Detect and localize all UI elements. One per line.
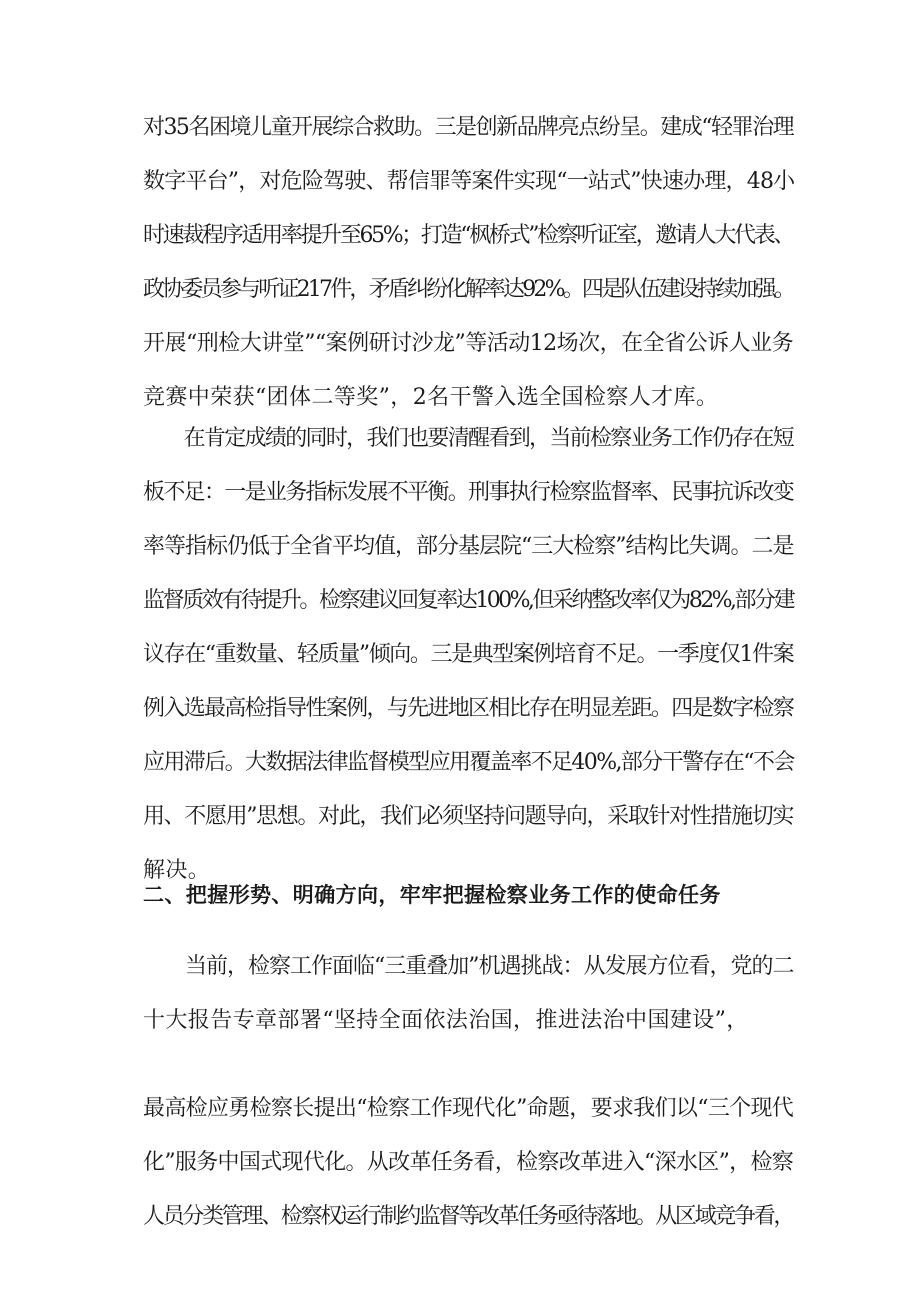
text-line: 在肯定成绩的同时，我们也要清醒看到，当前检察业务工作仍存在短 bbox=[143, 426, 793, 451]
text-line: 十大报告专章部署“坚持全面依法治国，推进法治中国建设”， bbox=[143, 1008, 749, 1033]
text-line: 竞赛中荣获“团体二等奖”，2名干警入选全国检察人才库。 bbox=[143, 385, 719, 410]
text-line: 监督质效有待提升。检察建议回复率达100%,但采纳整改率仅为82%,部分建 bbox=[143, 588, 793, 613]
text-line: 人员分类管理、检察权运行制约监督等改革任务亟待落地。从区域竞争看， bbox=[143, 1204, 793, 1229]
text-line: 化”服务中国式现代化。从改革任务看，检察改革进入“深水区”，检察 bbox=[143, 1150, 793, 1175]
section-heading bbox=[143, 868, 793, 922]
text-line: 率等指标仍低于全省平均值，部分基层院“三大检察”结构比失调。二是 bbox=[143, 534, 794, 559]
text-line: 应用滞后。大数据法律监督模型应用覆盖率不足40%,部分干警存在“不会 bbox=[143, 750, 794, 775]
text-line: 解决。 bbox=[143, 858, 211, 883]
paragraph-achievements bbox=[143, 101, 793, 425]
text-line: 对35名困境儿童开展综合救助。三是创新品牌亮点纷呈。建成“轻罪治理 bbox=[143, 115, 793, 140]
text-line: 时速裁程序适用率提升至65%；打造“枫桥式”检察听证室，邀请人大代表、 bbox=[143, 223, 793, 248]
text-line: 板不足：一是业务指标发展不平衡。刑事执行检察监督率、民事抗诉改变 bbox=[143, 480, 793, 505]
text-line: 用、不愿用”思想。对此，我们必须坚持问题导向，采取针对性措施切实 bbox=[143, 804, 793, 829]
text-line: 例入选最高检指导性案例，与先进地区相比存在明显差距。四是数字检察 bbox=[143, 696, 793, 721]
paragraph-situation bbox=[143, 940, 793, 1048]
text-line: 数字平台”，对危险驾驶、帮信罪等案件实现“一站式”快速办理，48小 bbox=[143, 169, 795, 194]
text-line: 开展“刑检大讲堂”“案例研讨沙龙”等活动12场次，在全省公诉人业务 bbox=[143, 331, 793, 356]
text-line: 最高检应勇检察长提出“检察工作现代化”命题，要求我们以“三个现代 bbox=[143, 1096, 793, 1121]
text-line: 政协委员参与听证217件，矛盾纠纷化解率达92%。四是队伍建设持续加强。 bbox=[143, 277, 794, 302]
section-heading-text: 二、把握形势、明确方向，牢牢把握检察业务工作的使命任务 bbox=[143, 883, 721, 907]
paragraph-reform bbox=[143, 1082, 793, 1244]
paragraph-shortcomings bbox=[143, 412, 793, 898]
text-line: 当前，检察工作面临“三重叠加”机遇挑战：从发展方位看，党的二 bbox=[143, 954, 794, 979]
text-line: 议存在“重数量、轻质量”倾向。三是典型案例培育不足。一季度仅1件案 bbox=[143, 642, 794, 667]
